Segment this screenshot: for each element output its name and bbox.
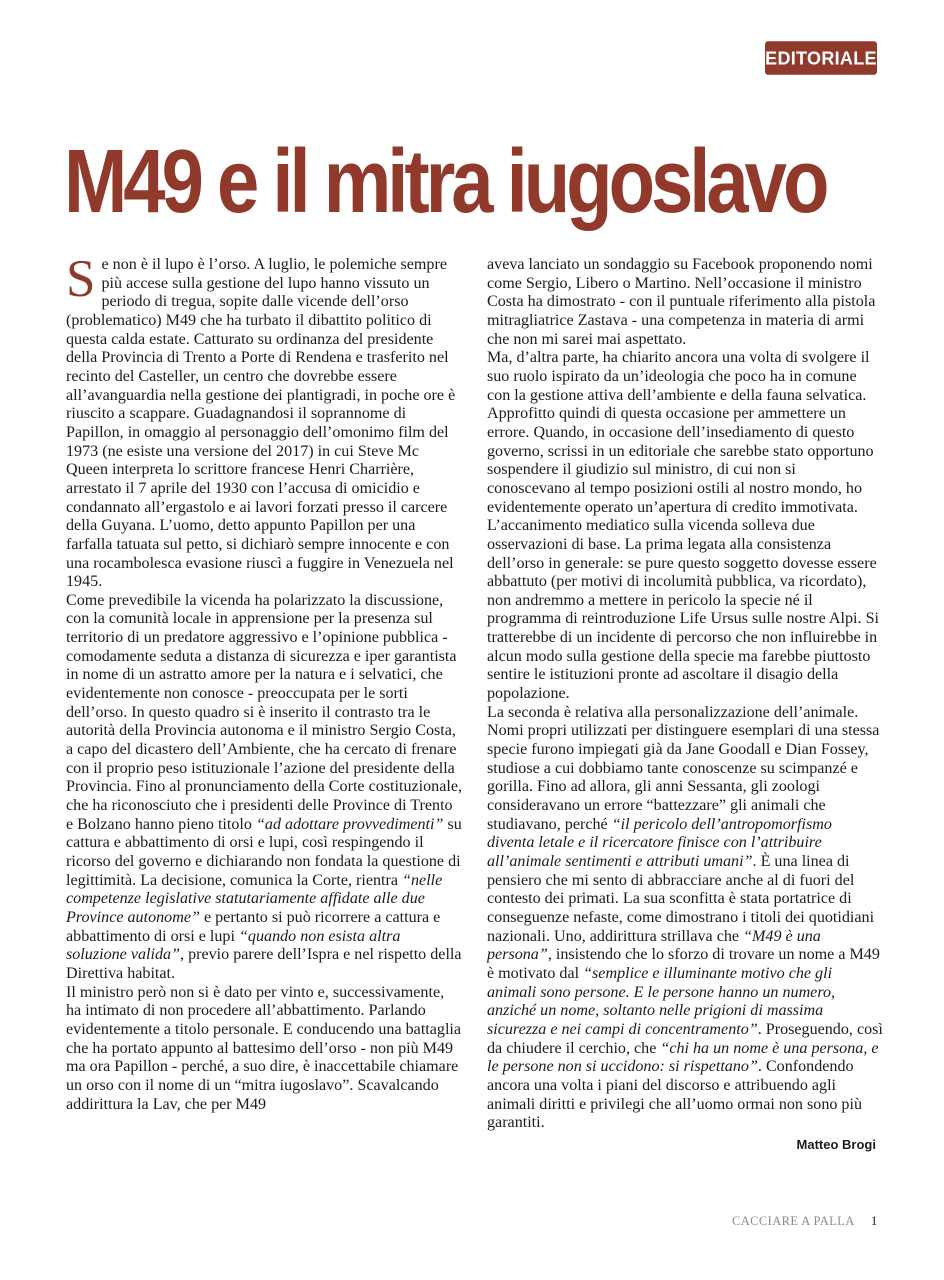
paragraph: Ma, d’altra parte, ha chiarito ancora una volta di svolgere il suo ruolo ispirato da un’ideologia che poco ha in comune con la gestione attiva dell’ambiente e della fauna selvatica. Approfitto quindi di questa occasione per ammettere un errore. Quando, in occasione dell’insediamento di questo governo, scrissi in un editoriale che sarebbe stato opportuno sospendere il giudizio sul ministro, di cui non si conoscevano al tempo posizioni ostili al nostro mondo, ho evidentemente operato un’apertura di credito immotivata. <box>487 349 874 516</box>
quote: “il pericolo dell’antropomorfismo diventa letale e il ricercatore finisce con l’attribuire all’animale sentimenti e attributi umani” <box>487 815 832 870</box>
paragraph-text: e non è il lupo è l’orso. A luglio, le polemiche sempre più accese sulla gestione del lupo hanno vissuto un periodo di tregua, sopite dalle vicende dell’orso (problematico) M49 che ha turbato il dibattito politico di questa calda estate. Catturato su ordinanza del presidente della Provincia di Trento a Porte di Rendena e trasferito nel recinto del Casteller, un centro che dovrebbe essere all’avanguardia nella gestione dei plantigradi, in poche ore è riuscito a scappare. Guadagnandosi il soprannome di Papillon, in omaggio al personaggio dell’omonimo film del 1973 (ne esiste una versione del 2017) in cui Steve Mc Queen interpreta lo scrittore francese Henri Charrière, arrestato il 7 aprile del 1930 con l’accusa di omicidio e condannato all’ergastolo e ai lavori forzati presso il carcere della Guyana. L’uomo, detto appunto Papillon per una farfalla tatuata sul petto, si dichiarò sempre innocente e con una rocambolesca evasione riuscì a fuggire in Venezuela nel 1945. <box>66 256 456 591</box>
article-column-right <box>487 256 883 1133</box>
drop-cap: S <box>66 250 96 308</box>
article-column-left <box>66 250 462 1114</box>
paragraph: Il ministro però non si è dato per vinto e, successivamente, ha intimato di non procedere all’abbattimento. Parlando evidentemente a titolo personale. E conducendo una battaglia che ha portato appunto al battesimo dell’orso - non più M49 ma ora Papillon - perché, a suo dire, è inaccettabile chiamare un orso con il nome di un “mitra iugoslavo”. Scavalcando addirittura la Lav, che per M49 <box>66 983 462 1113</box>
section-badge: EDITORIALE <box>765 41 877 75</box>
quote: “ad adottare provvedimenti” <box>255 815 444 833</box>
footer-magazine-name: CACCIARE A PALLA <box>732 1214 855 1228</box>
author-byline: Matteo Brogi <box>796 1137 876 1152</box>
quote: “chi ha un nome è una persona, e le persone non si uccidono: si rispettano” <box>487 1039 879 1076</box>
quote: “quando non esista altra soluzione valida” <box>66 927 401 964</box>
paragraph: L’accanimento mediatico sulla vicenda solleva due osservazioni di base. La prima legata alla consistenza dell’orso in generale: se pure questo soggetto dovesse essere abbattuto (per motivi di incolumità pubblica, va ricordato), non andremmo a mettere in pericolo la specie né il programma di reintroduzione Life Ursus sulle nostre Alpi. Si tratterebbe di un incidente di percorso che non influirebbe in alcun modo sulla gestione della specie ma farebbe piuttosto sentire le istituzioni pronte ad ascoltare il disagio della popolazione. <box>487 517 879 703</box>
paragraph <box>487 704 883 1133</box>
paragraph-text: e pertanto si può ricorrere a cattura e abbattimento di orsi e lupi <box>66 908 441 945</box>
paragraph-text: . È una linea di pensiero che mi sento di abbracciare anche al di fuori del contesto dei primati. La sua sconfitta è stata portatrice di conseguenze nefaste, come dimostrano i titoli dei quotidiani nazionali. Uno, addirittura strillava che <box>487 853 875 945</box>
article-title: M49 e il mitra iugoslavo <box>64 131 826 233</box>
paragraph-text: Come prevedibile la vicenda ha polarizzato la discussione, con la comunità locale in apprensione per la presenza sul territorio di un predatore aggressivo e l’opinione pubblica - comodamente seduta a distanza di sicurezza e iper garantista in nome di un astratto amore per la natura e i selvatici, che evidentemente non conosce - preoccupata per le sorti dell’orso. In questo quadro si è inserito il contrasto tra le autorità della Provincia autonoma e il ministro Sergio Costa, a capo del dicastero dell’Ambiente, che ha cercato di frenare con il proprio peso istituzionale l’azione del presidente della Provincia. Fino al pronunciamento della Corte costituzionale, che ha riconosciuto che i presidenti delle Province di Trento e Bolzano hanno pieno titolo <box>66 591 462 833</box>
quote: “nelle competenze legislative statutariamente affidate alle due Province autonome” <box>66 871 443 926</box>
paragraph-text: La seconda è relativa alla personalizzazione dell’animale. Nomi propri utilizzati per distinguere esemplari di una stessa specie furono impiegati già da Jane Goodall e Dian Fossey, studiose a cui dobbiamo tante conoscenze su scimpanzé e gorilla. Fino ad allora, gli anni Sessanta, gli zoologi consideravano un errore “battezzare” gli animali che studiavano, perché <box>487 703 880 833</box>
quote: “semplice e illuminante motivo che gli animali sono persone. E le persone hanno un numero, anziché un nome, soltanto nelle prigioni di massima sicurezza e nei campi di concentramento” <box>487 964 836 1038</box>
page-number: 1 <box>871 1214 878 1228</box>
paragraph-text: . Confondendo ancora una volta i piani del discorso e attribuendo agli animali diritti e privilegi che all’uomo ormai non sono più garantiti. <box>487 1058 862 1132</box>
paragraph-text: , insistendo che lo sforzo di trovare un nome a M49 è motivato dal <box>487 946 880 982</box>
quote: “M49 è una persona” <box>487 927 821 964</box>
paragraph-text: su cattura e abbattimento di orsi e lupi, così respingendo il ricorso del governo e dichiarando non fondata la questione di legittimità. La decisione, comunica la Corte, rientra <box>66 815 462 889</box>
paragraph <box>66 250 462 592</box>
paragraph: aveva lanciato un sondaggio su Facebook proponendo nomi come Sergio, Libero o Martino. Nell’occasione il ministro Costa ha dimostrato - con il puntuale riferimento alla pistola mitragliatrice Zastava - una competenza in materia di armi che non mi sarei mai aspettato. <box>487 256 876 348</box>
paragraph-text: , previo parere dell’Ispra e nel rispetto della Direttiva habitat. <box>66 946 462 982</box>
paragraph <box>66 592 462 984</box>
paragraph-text: . Proseguendo, così da chiudere il cerchio, che <box>487 1020 883 1057</box>
